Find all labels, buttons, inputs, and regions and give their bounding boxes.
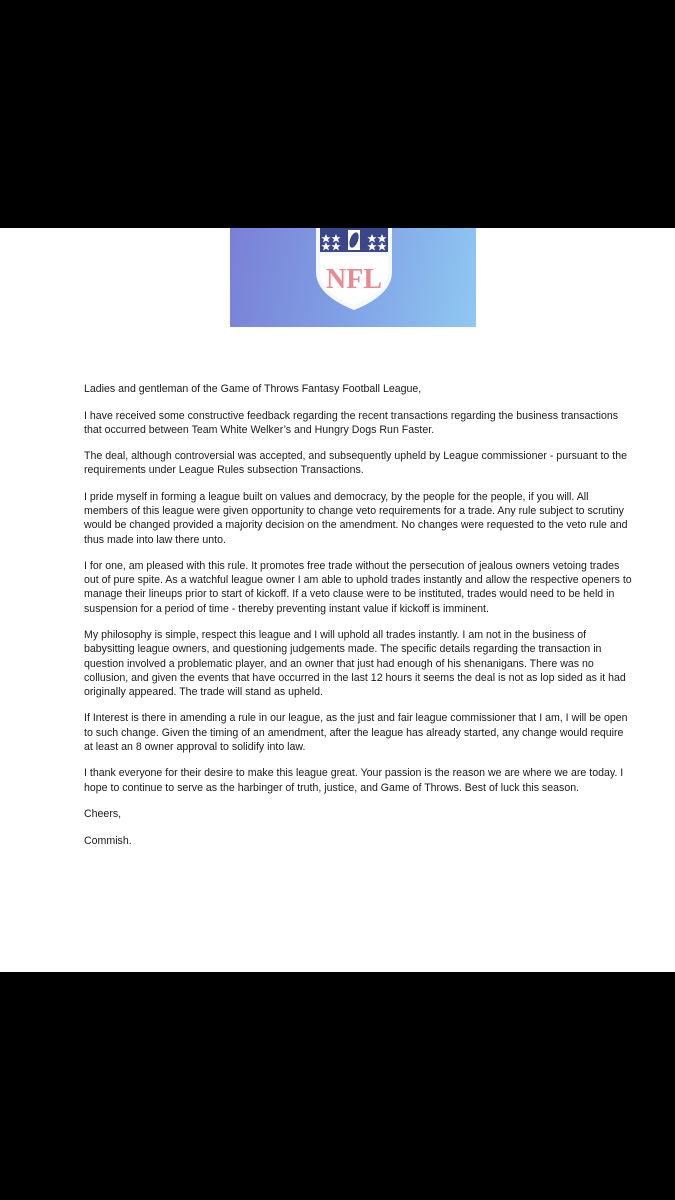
letter-paragraph-4: I for one, am pleased with this rule. It promotes free trade without the persecution of jealous owners vetoing trades out of pure spite. As a watchful league owner I am able to uphold trades instantly and allow the respective openers to manage their lineups prior to start of kickoff. If a veto clause were to be instituted, trades would need to be held in suspension for a period of time - thereby preventing instant value if kickoff is imminent. xyxy=(84,560,632,615)
document-page[interactable] xyxy=(0,228,675,972)
letter-paragraph-3: I pride myself in forming a league built on values and democracy, by the people for the people, if you will. All members of this league were given opportunity to change veto requirements for a trade. Any rule subject to scrutiny would be changed provided a majority decision on the amendment. No changes were requested to the veto rule and thus made into law there unto. xyxy=(84,490,628,546)
nfl-logo-text: NFL xyxy=(326,264,382,295)
letter-paragraph-6: If Interest is there in amending a rule in our league, as the just and fair league commissioner that I am, I will be open to such change. Given the timing of an amendment, after the league has already started, any change would require at least an 8 owner approval to solidify into law. xyxy=(84,712,628,753)
letter-signature: Commish. xyxy=(84,834,132,847)
nfl-shield-icon xyxy=(312,228,396,310)
letter-paragraph-2: The deal, although controversial was accepted, and subsequently upheld by League commissioner - pursuant to the requirements under League Rules subsection Transactions. xyxy=(84,450,627,477)
top-letterbox xyxy=(0,0,675,228)
nfl-banner-image xyxy=(230,228,476,327)
letter-body xyxy=(0,382,675,860)
letter-paragraph-7: I thank everyone for their desire to make this league great. Your passion is the reason we are where we are today. I hope to continue to serve as the harbinger of truth, justice, and Game of Throws. Best of luck this season. xyxy=(84,767,624,794)
letter-salutation: Ladies and gentleman of the Game of Throws Fantasy Football League, xyxy=(84,383,422,395)
letter-paragraph-5: My philosophy is simple, respect this league and I will uphold all trades instantly. I am not in the business of babysitting league owners, and questioning judgements made. The specific details regarding the transaction in question involved a problematic player, and an owner that just had enough of his shenanigans. There was no collusion, and given the events that have occurred in the last 12 hours it seems the deal is not as lop sided as it had originally appeared. The trade will stand as upheld. xyxy=(84,629,626,698)
letter-paragraph-1: I have received some constructive feedback regarding the recent transactions regarding the business transactions that occurred between Team White Welker’s and Hungry Dogs Run Faster. xyxy=(84,409,619,436)
bottom-letterbox xyxy=(0,972,675,1200)
letter-closing: Cheers, xyxy=(84,808,122,821)
